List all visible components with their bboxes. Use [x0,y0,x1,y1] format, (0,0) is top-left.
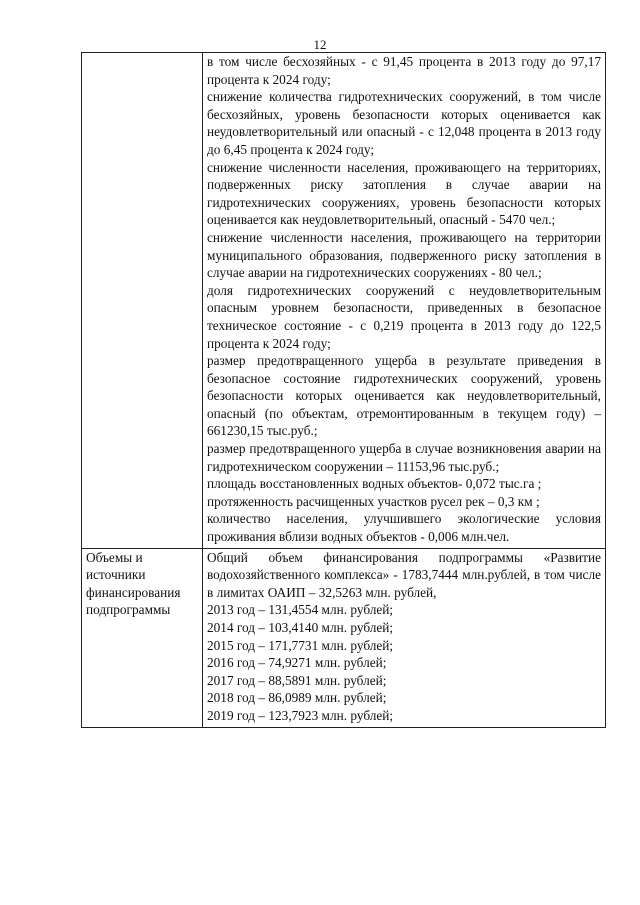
financing-year: 2015 год – 171,7731 млн. рублей; [207,637,394,653]
indicator-paragraph: снижение численности населения, проживающего на территориях, подверженных риску затопления в случае аварии на гидротехнических сооружениях, уровень безопасности которых оценивается как неудовлетворительный, опасный - 5470 чел.; [207,159,601,228]
financing-year: 2014 год – 103,4140 млн. рублей; [207,620,394,635]
indicator-paragraph: снижение количества гидротехнических сооружений, в том числе бесхозяйных, уровень безопасности которых оценивается как неудовлетворительный или опасный - с 12,048 процента в 2013 году до 6,45 процента к 2024 году; [207,89,601,157]
indicator-paragraph: количество населения, улучшившего экологические условия проживания вблизи водных объектов - 0,006 млн.чел. [207,511,601,545]
financing-cell [203,548,606,727]
passport-table [81,52,606,728]
row-label-cell [82,548,203,727]
row-label-cell [82,53,203,549]
page-number: 12 [313,37,327,52]
financing-year: 2018 год – 86,0989 млн. рублей; [207,690,387,706]
row-label: Объемы и источники финансирования подпрограммы [86,549,181,618]
indicator-paragraph: площадь восстановленных водных объектов- 0,072 тыс.га ; [207,476,542,492]
indicator-paragraph: доля гидротехнических сооружений с неудовлетворительным опасным уровнем безопасности, приведенных в безопасное техническое состояние - с 0,219 процента в 2013 году до 122,5 процента к 2024 году; [207,282,601,351]
table-row [82,548,606,727]
table-row [82,53,606,549]
financing-intro: Общий объем финансирования подпрограммы «Развитие водохозяйственного комплекса» - 1783,7444 млн.рублей, в том числе в лимитах ОАИП – 32,5263 млн. рублей, [207,549,601,600]
financing-year: 2019 год – 123,7923 млн. рублей; [207,707,394,723]
indicator-paragraph: размер предотвращенного ущерба в случае возникновения аварии на гидротехническом сооружении – 11153,96 тыс.руб.; [207,441,601,474]
indicator-paragraph: снижение численности населения, проживающего на территории муниципального образования, подверженного риску затопления в случае аварии на гидротехнических сооружениях - 80 чел.; [207,229,601,281]
indicator-paragraph: в том числе бесхозяйных - с 91,45 процента в 2013 году до 97,17 процента к 2024 году; [207,54,601,87]
financing-year: 2017 год – 88,5891 млн. рублей; [207,672,387,688]
indicator-paragraph: размер предотвращенного ущерба в результате приведения в безопасное состояние гидротехнических сооружений, уровень безопасности которых оценивается как неудовлетворительный, опасный (по объектам, отремонтированным в текущем году) – 661230,15 тыс.руб.; [207,353,601,439]
financing-year: 2016 год – 74,9271 млн. рублей; [207,655,387,671]
indicator-paragraph: протяженность расчищенных участков русел рек – 0,3 км ; [207,493,540,509]
financing-year: 2013 год – 131,4554 млн. рублей; [207,602,394,618]
indicators-cell [203,53,606,549]
